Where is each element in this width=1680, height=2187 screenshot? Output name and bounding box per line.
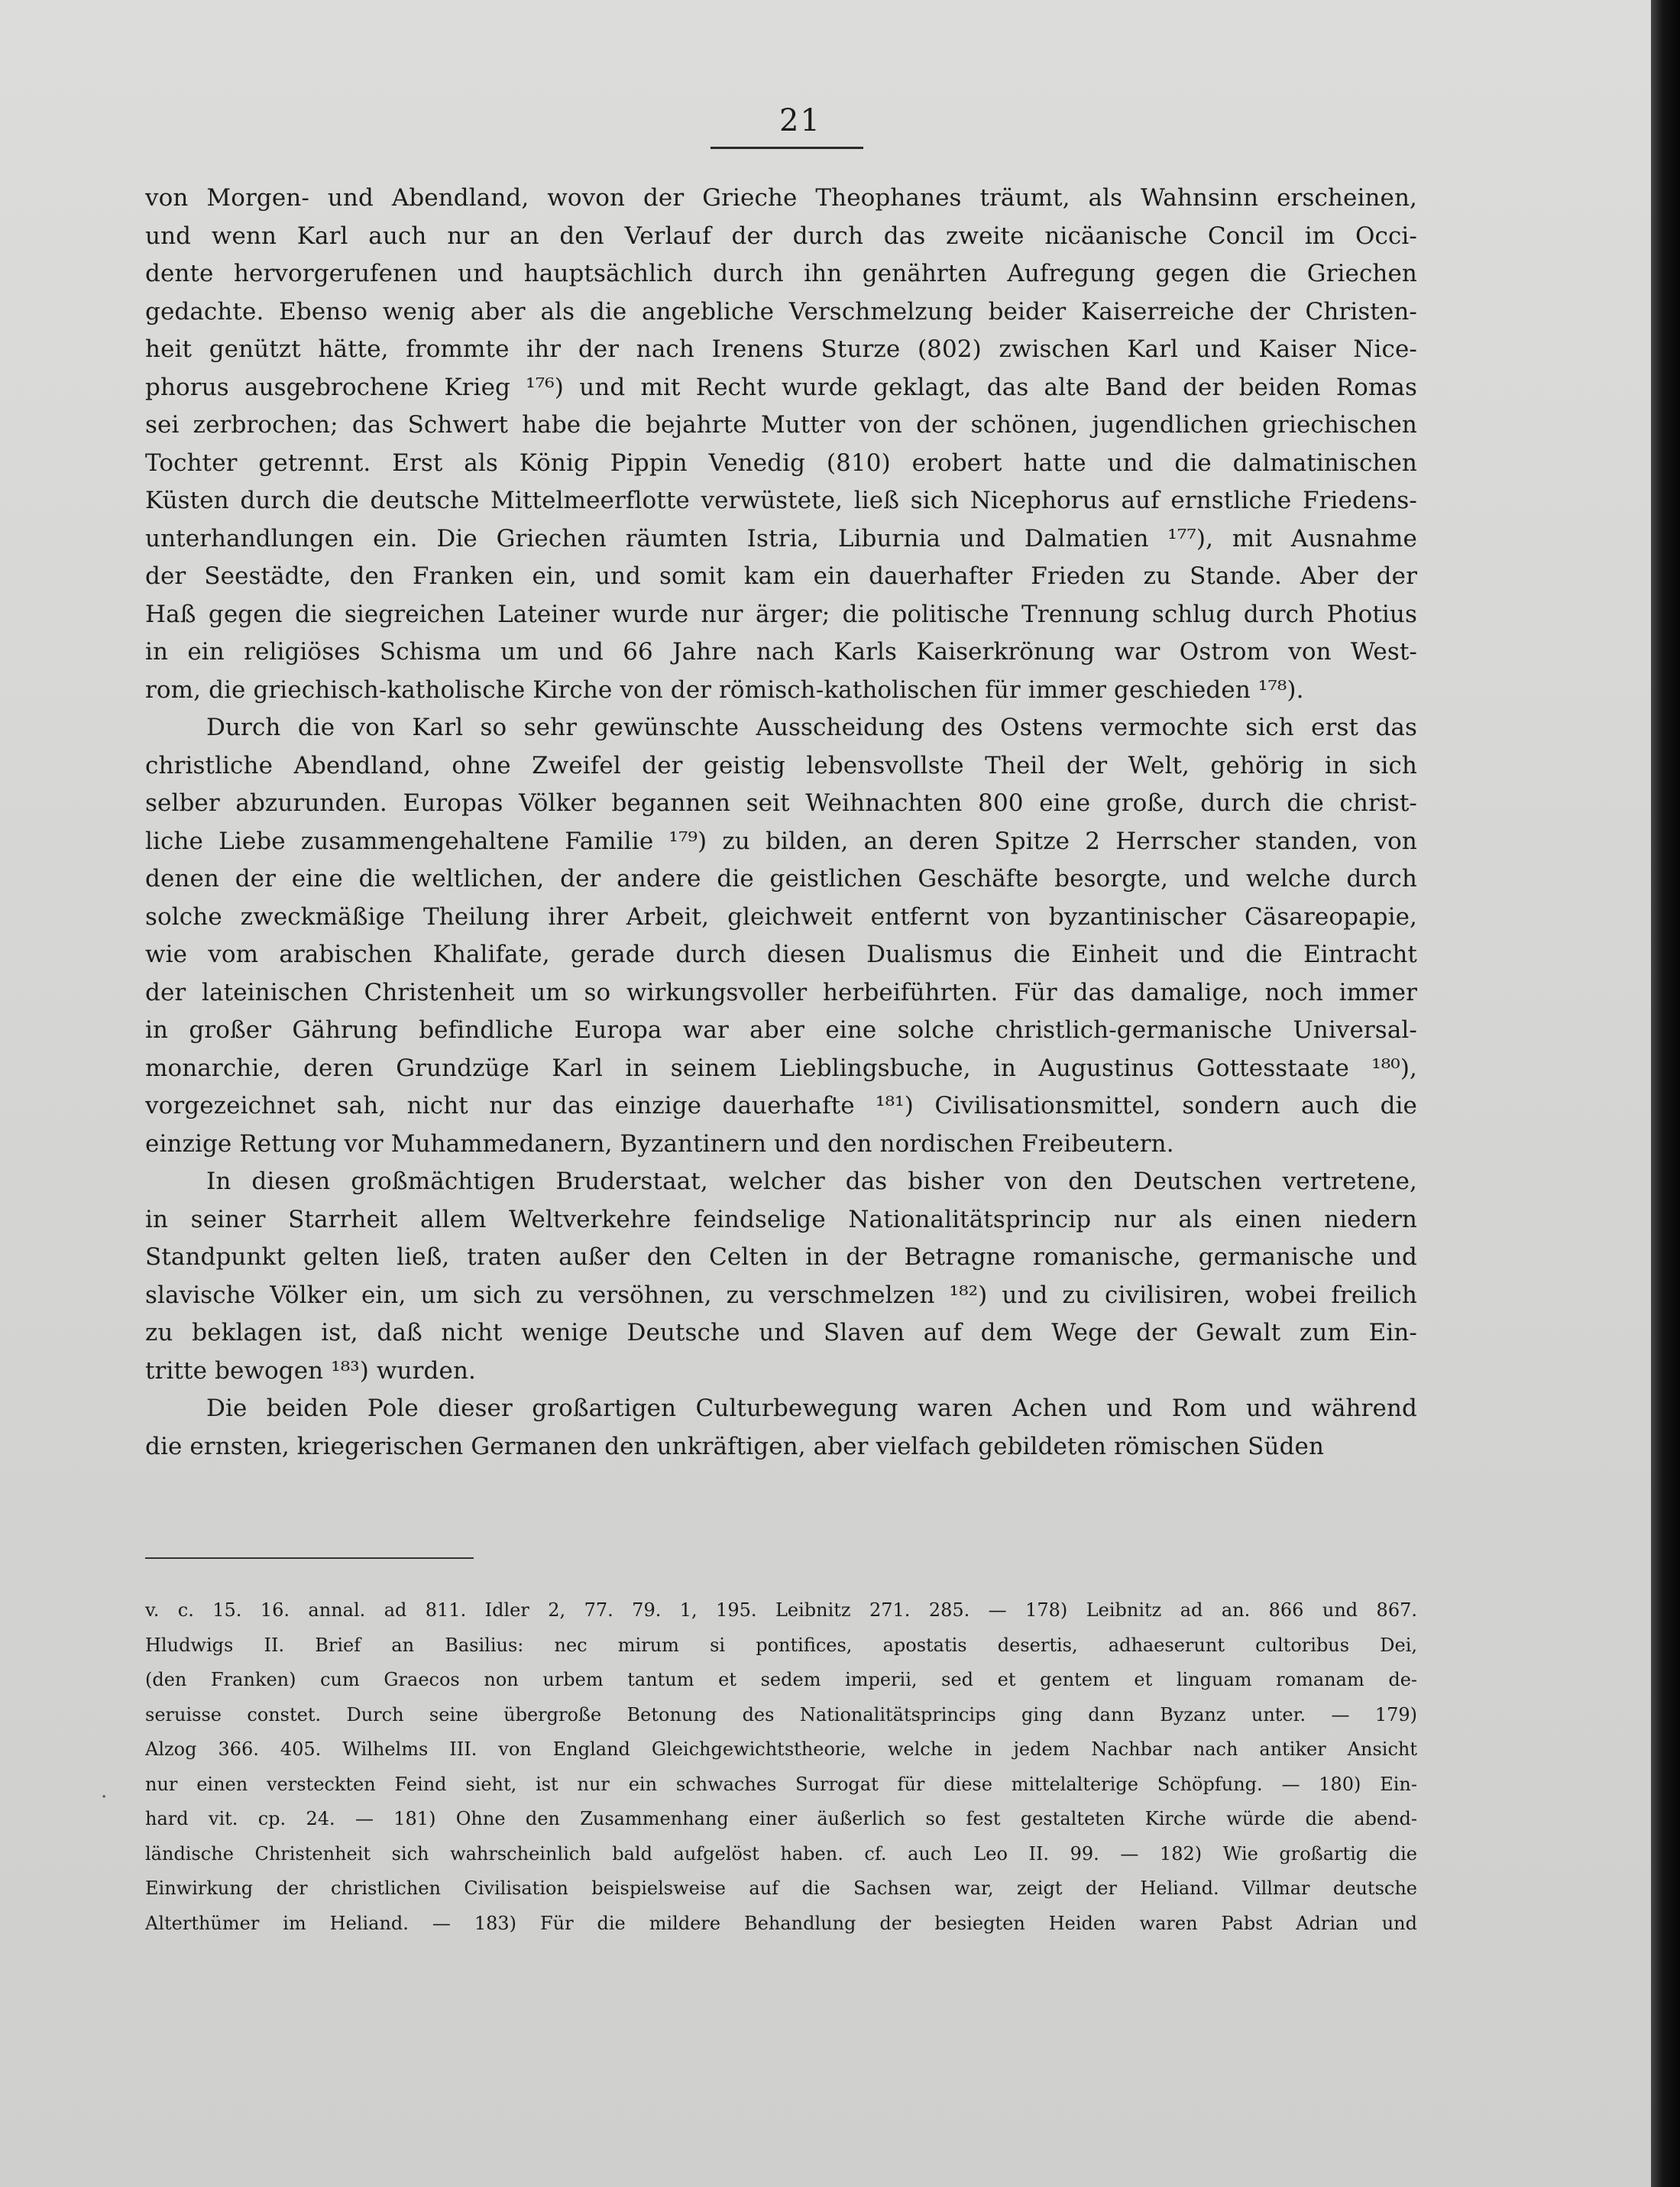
- paragraph: [145, 180, 1417, 709]
- text-line: Tochter getrennt. Erst als König Pippin Venedig (810) erobert hatte und die dalmatinischen: [145, 449, 1417, 477]
- text-line: wie vom arabischen Khalifate, gerade durch diesen Dualismus die Einheit und die Eintracht: [145, 941, 1417, 968]
- footnote-line: v. c. 15. 16. annal. ad 811. Idler 2, 77. 79. 1, 195. Leibnitz 271. 285. — 178) Leibnitz ad an. 866 und 867.: [145, 1599, 1417, 1621]
- text-line: die ernsten, kriegerischen Germanen den unkräftigen, aber vielfach gebildeten römischen Süden: [145, 1432, 1325, 1460]
- text-line: der Seestädte, den Franken ein, und somit kam ein dauerhafter Frieden zu Stande. Aber der: [145, 562, 1417, 590]
- text-line: Haß gegen die siegreichen Lateiner wurde nur ärger; die politische Trennung schlug durch Photius: [145, 600, 1417, 628]
- text-line: solche zweckmäßige Theilung ihrer Arbeit, gleichweit entfernt von byzantinischer Cäsareopapie,: [145, 902, 1417, 931]
- text-line: christliche Abendland, ohne Zweifel der geistig lebensvollste Theil der Welt, gehörig in sich: [145, 751, 1417, 779]
- text-line: in großer Gährung befindliche Europa war aber eine solche christlich-germanische Universal-: [145, 1016, 1417, 1044]
- paragraph: [145, 1390, 1417, 1466]
- text-line: Die beiden Pole dieser großartigen Culturbewegung waren Achen und Rom und während: [206, 1395, 1417, 1422]
- paragraph: [145, 1163, 1417, 1390]
- text-line: selber abzurunden. Europas Völker begannen seit Weihnachten 800 eine große, durch die christ-: [145, 789, 1417, 817]
- text-line: unterhandlungen ein. Die Griechen räumten Istria, Liburnia und Dalmatien ¹⁷⁷), mit Ausnahme: [145, 524, 1417, 552]
- text-line: Küsten durch die deutsche Mittelmeerflotte verwüstete, ließ sich Nicephorus auf ernstliche Friedens-: [145, 487, 1417, 514]
- text-line: und wenn Karl auch nur an den Verlauf der durch das zweite nicäanische Concil im Occi-: [145, 222, 1417, 250]
- main-text: [145, 180, 1417, 1466]
- text-line: slavische Völker ein, um sich zu versöhnen, zu verschmelzen ¹⁸²) und zu civilisiren, wobei freilich: [145, 1281, 1417, 1309]
- text-line: der lateinischen Christenheit um so wirkungsvoller herbeiführten. Für das damalige, noch immer: [145, 978, 1417, 1006]
- footnote-line: Alzog 366. 405. Wilhelms III. von England Gleichgewichtstheorie, welche in jedem Nachbar nach antiker Ansicht: [145, 1738, 1417, 1760]
- text-line: Standpunkt gelten ließ, traten außer den Celten in der Betragne romanische, germanische und: [145, 1243, 1417, 1271]
- text-line: tritte bewogen ¹⁸³) wurden.: [145, 1356, 476, 1385]
- footnote-line: nur einen versteckten Feind sieht, ist nur ein schwaches Surrogat für diese mittelalterige Schöpfung. — 180) Ein-: [145, 1773, 1417, 1795]
- footnote-line: Hludwigs II. Brief an Basilius: nec mirum si pontifices, apostatis desertis, adhaeserunt cultoribus Dei,: [145, 1634, 1417, 1656]
- margin-mark: ·: [101, 1786, 108, 1809]
- paragraph: [145, 709, 1417, 1163]
- footnote-separator: [145, 1557, 474, 1559]
- text-line: von Morgen- und Abendland, wovon der Grieche Theophanes träumt, als Wahnsinn erscheinen,: [145, 184, 1417, 212]
- text-line: rom, die griechisch-katholische Kirche von der römisch-katholischen für immer geschieden ¹⁷⁸).: [145, 676, 1304, 704]
- text-line: sei zerbrochen; das Schwert habe die bejahrte Mutter von der schönen, jugendlichen griechischen: [145, 411, 1417, 439]
- text-line: monarchie, deren Grundzüge Karl in seinem Lieblingsbuche, in Augustinus Gottesstaate ¹⁸⁰),: [145, 1054, 1417, 1082]
- text-line: einzige Rettung vor Muhammedanern, Byzantinern und den nordischen Freibeutern.: [145, 1129, 1174, 1158]
- text-line: gedachte. Ebenso wenig aber als die angebliche Verschmelzung beider Kaiserreiche der Christen-: [145, 297, 1417, 326]
- footnote-line: Einwirkung der christlichen Civilisation beispielsweise auf die Sachsen war, zeigt der Heliand. Villmar deutsche: [145, 1878, 1417, 1899]
- footnote-line: (den Franken) cum Graecos non urbem tantum et sedem imperii, sed et gentem et linguam romanam de-: [145, 1669, 1417, 1690]
- text-line: In diesen großmächtigen Bruderstaat, welcher das bisher von den Deutschen vertretene,: [206, 1168, 1417, 1195]
- footnote-line: ländische Christenheit sich wahrscheinlich bald aufgelöst haben. cf. auch Leo II. 99. — 182) Wie großartig die: [145, 1842, 1417, 1865]
- text-line: Durch die von Karl so sehr gewünschte Ausscheidung des Ostens vermochte sich erst das: [206, 714, 1417, 741]
- footnote-line: hard vit. cp. 24. — 181) Ohne den Zusammenhang einer äußerlich so fest gestalteten Kirche würde die abend-: [145, 1808, 1417, 1829]
- footnotes: [145, 1593, 1417, 1941]
- text-line: dente hervorgerufenen und hauptsächlich durch ihn genährten Aufregung gegen die Griechen: [145, 260, 1417, 287]
- page-number-rule: [711, 147, 863, 149]
- footnote-line: Alterthümer im Heliand. — 183) Für die mildere Behandlung der besiegten Heiden waren Pabst Adrian und: [145, 1912, 1417, 1934]
- page-number: 21: [779, 103, 821, 138]
- text-line: phorus ausgebrochene Krieg ¹⁷⁶) und mit Recht wurde geklagt, das alte Band der beiden Romas: [145, 373, 1417, 401]
- text-line: heit genützt hätte, frommte ihr der nach Irenens Sturze (802) zwischen Karl und Kaiser Nice-: [145, 335, 1417, 363]
- text-line: in seiner Starrheit allem Weltverkehre feindselige Nationalitätsprincip nur als einen niedern: [145, 1205, 1417, 1233]
- text-line: in ein religiöses Schisma um und 66 Jahre nach Karls Kaiserkrönung war Ostrom von West-: [145, 638, 1417, 666]
- text-line: liche Liebe zusammengehaltene Familie ¹⁷⁹) zu bilden, an deren Spitze 2 Herrscher standen, von: [145, 827, 1417, 855]
- text-line: vorgezeichnet sah, nicht nur das einzige dauerhafte ¹⁸¹) Civilisationsmittel, sondern auch die: [145, 1092, 1417, 1119]
- text-line: zu beklagen ist, daß nicht wenige Deutsche und Slaven auf dem Wege der Gewalt zum Ein-: [145, 1319, 1417, 1346]
- text-line: denen der eine die weltlichen, der andere die geistlichen Geschäfte besorgte, und welche durch: [145, 865, 1417, 893]
- footnote-line: seruisse constet. Durch seine übergroße Betonung des Nationalitätsprincips ging dann Byzanz unter. — 179): [145, 1703, 1417, 1725]
- scan-dark-edge: [1651, 0, 1680, 2187]
